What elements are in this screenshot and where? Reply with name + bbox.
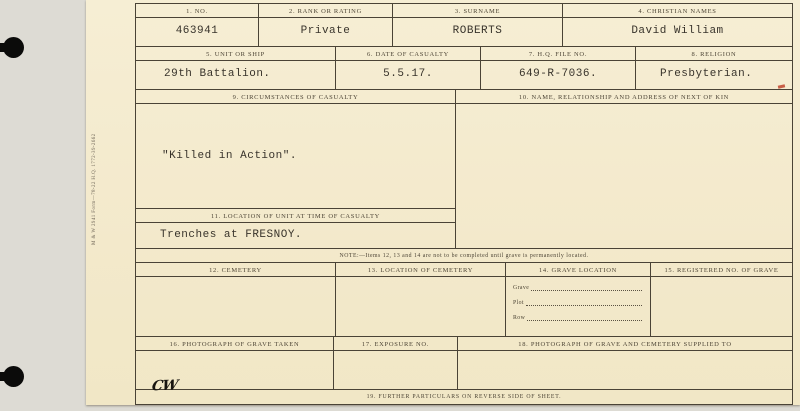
field-next-of-kin [456, 90, 792, 248]
row-identity [136, 4, 792, 47]
field-religion-label: 8. RELIGION [636, 47, 792, 61]
footer-text: 19. FURTHER PARTICULARS ON REVERSE SIDE OF SHEET. [366, 394, 562, 401]
field-surname-label: 3. SURNAME [393, 4, 562, 18]
row-line-leader [527, 315, 642, 321]
row-unit [136, 47, 792, 90]
plot-line-label: Plot [513, 299, 524, 306]
field-location-of-unit-value: Trenches at FRESNOY. [160, 228, 303, 241]
field-date-of-casualty-value: 5.5.17. [383, 67, 433, 80]
record-card [86, 0, 800, 405]
row-line-label: Row [513, 314, 526, 321]
field-registered-no [651, 263, 792, 337]
plot-line [513, 300, 642, 306]
field-date-of-casualty-label: 6. DATE OF CASUALTY [336, 47, 480, 61]
form-number-stamp: M & W 2941 Form—78-22 H.Q. 1772-39-2662 [92, 133, 97, 245]
row-circumstances [136, 90, 792, 249]
field-location-of-cemetery-label: 13. LOCATION OF CEMETERY [336, 263, 505, 277]
field-surname [393, 4, 563, 46]
field-next-of-kin-label: 10. NAME, RELATIONSHIP AND ADDRESS OF NEXT OF KIN [456, 90, 792, 104]
grave-line-label: Grave [513, 284, 530, 291]
field-circumstances [136, 90, 456, 248]
row-note [136, 249, 792, 263]
field-grave-location [506, 263, 651, 337]
handwritten-initials: CW [150, 377, 179, 395]
field-surname-value: ROBERTS [452, 25, 503, 37]
field-circumstances-label: 9. CIRCUMSTANCES OF CASUALTY [136, 90, 455, 104]
field-no [136, 4, 259, 46]
field-photo-supplied [458, 337, 792, 389]
field-no-value: 463941 [175, 25, 219, 37]
field-hq-file-no-label: 7. H.Q. FILE NO. [481, 47, 635, 61]
field-registered-no-label: 15. REGISTERED NO. OF GRAVE [651, 263, 792, 277]
field-exposure-no [334, 337, 458, 389]
field-christian-names [563, 4, 792, 46]
field-unit [136, 47, 336, 89]
field-grave-location-label: 14. GRAVE LOCATION [506, 263, 650, 277]
field-unit-value: 29th Battalion. [164, 67, 271, 80]
field-circumstances-body [136, 104, 455, 208]
field-cemetery [136, 263, 336, 337]
row-footer [136, 390, 792, 404]
punch-hole-top-stub [0, 43, 8, 52]
row-line [513, 315, 642, 321]
grave-line [513, 285, 642, 291]
field-photo-supplied-label: 18. PHOTOGRAPH OF GRAVE AND CEMETERY SUPPLIED TO [458, 337, 792, 351]
field-religion-value: Presbyterian. [660, 67, 753, 80]
field-hq-file-no-value: 649-R-7036. [518, 67, 598, 80]
field-location-of-cemetery [336, 263, 506, 337]
field-christian-names-label: 4. CHRISTIAN NAMES [563, 4, 792, 18]
field-religion [636, 47, 792, 89]
field-date-of-casualty [336, 47, 481, 89]
field-christian-names-value: David William [631, 25, 724, 37]
grave-location-body [506, 277, 650, 321]
field-hq-file-no [481, 47, 636, 89]
field-cemetery-label: 12. CEMETERY [136, 263, 335, 277]
field-unit-label: 5. UNIT OR SHIP [136, 47, 335, 61]
field-rank-value: Private [300, 25, 351, 37]
field-location-of-unit-label: 11. LOCATION OF UNIT AT TIME OF CASUALTY [136, 209, 455, 223]
form-table [135, 3, 793, 405]
field-rank [259, 4, 393, 46]
field-exposure-no-label: 17. EXPOSURE NO. [334, 337, 457, 351]
plot-line-leader [526, 300, 642, 306]
row-photograph [136, 337, 792, 390]
row-cemetery [136, 263, 792, 338]
grave-line-leader [531, 285, 642, 291]
field-circumstances-value: "Killed in Action". [162, 149, 297, 162]
field-no-label: 1. NO. [136, 4, 258, 18]
field-rank-label: 2. RANK OR RATING [259, 4, 392, 18]
punch-hole-bottom-stub [0, 372, 8, 381]
note-text: NOTE:—Items 12, 13 and 14 are not to be completed until grave is permanently located. [339, 252, 589, 259]
field-photo-taken-label: 16. PHOTOGRAPH OF GRAVE TAKEN [136, 337, 333, 351]
field-location-of-unit [136, 208, 455, 241]
